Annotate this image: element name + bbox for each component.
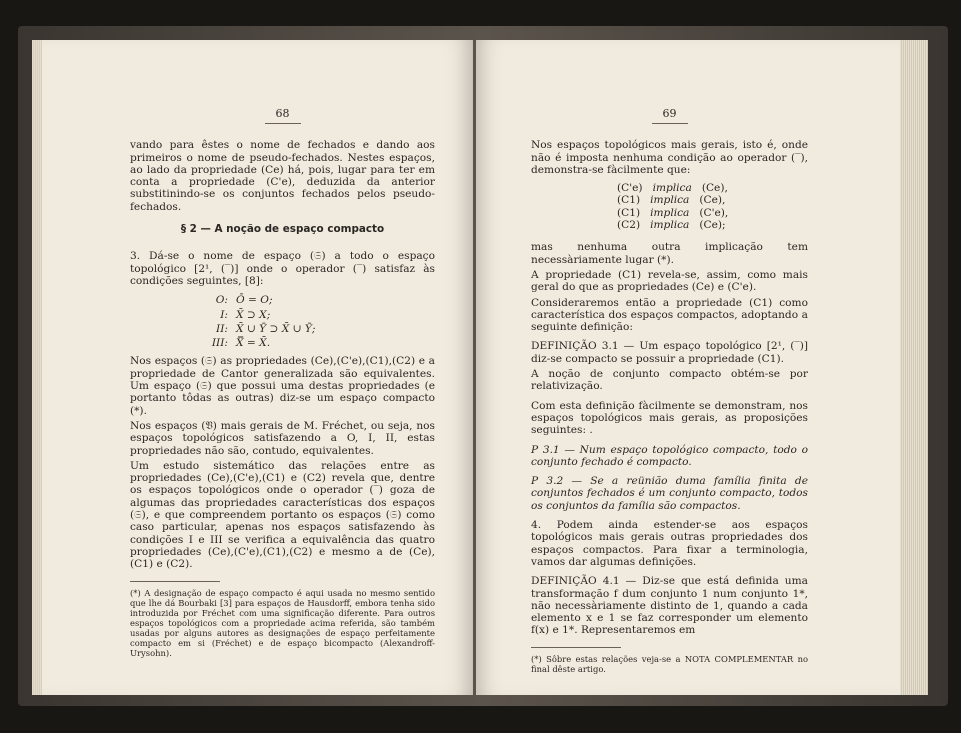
page-number-right: 69 bbox=[662, 107, 677, 120]
footnote: (*) A designação de espaço compacto é aqui usada no mesmo sentido que lhe dá Bourbaki [3] para espaços de Hausdorff, embora tenha sido introduzida por Fréchet com uma significação diferente. Para outros espaços topológicos com a propriedade acima referida, são também usadas por alguns autores as designações de espaço perfeitamente compacto em si (Fréchet) e de espaço bicompacto (Alexandroff-Urysohn). bbox=[130, 587, 435, 658]
formula: II: X̄ ∪ Ȳ ⊃ X̄ ∪ Ȳ; bbox=[216, 322, 316, 335]
implication: (C'e) implica (Ce), bbox=[617, 182, 728, 195]
paragraph: Nos espaços topológicos mais gerais, isto é, onde não é imposta nenhuma condição ao operador (‾), demonstra-se fàcilmente que: bbox=[531, 139, 808, 176]
left-page-edges bbox=[32, 40, 42, 695]
paragraph: 3. Dá-se o nome de espaço (𝔖) a todo o espaço topológico [2¹, (‾)] onde o operador (‾) satisfaz às condições seguintes, [8]: bbox=[130, 250, 435, 287]
paragraph: 4. Podem ainda estender-se aos espaços topológicos mais gerais outras propriedades dos espaços compactos. Para fixar a terminologia, vamos dar algumas definições. bbox=[531, 519, 808, 568]
paragraph: A propriedade (C1) revela-se, assim, como mais geral do que as propriedades (Ce) e (C'e). bbox=[531, 268, 808, 294]
paragraph: A noção de conjunto compacto obtém-se por relativização. bbox=[531, 368, 808, 393]
section-heading: § 2 — A noção de espaço compacto bbox=[180, 223, 385, 236]
footnote-rule bbox=[531, 647, 621, 648]
implication: (C1) implica (Ce), bbox=[617, 194, 726, 207]
definition: DEFINIÇÃO 3.1 — Um espaço topológico [2¹, (‾)] diz-se compacto se possuir a propriedade (C1). bbox=[531, 340, 808, 365]
formula-list bbox=[130, 294, 435, 349]
formula: I: X̄ ⊃ X; bbox=[220, 308, 271, 321]
formula: O: Ō = O; bbox=[215, 294, 273, 307]
paragraph: Com esta definição fàcilmente se demonstram, nos espaços topológicos mais gerais, as proposições seguintes: . bbox=[531, 399, 808, 437]
right-page-edges bbox=[900, 40, 928, 695]
paragraph: Nos espaços (𝔙) mais gerais de M. Fréchet, ou seja, nos espaços topológicos satisfazendo a O, I, II, estas propriedades não são, contudo, equivalentes. bbox=[130, 419, 435, 457]
proposition: P 3.2 — Se a reünião duma família finita de conjuntos fechados é um conjunto compacto, todos os conjuntos da família são compactos. bbox=[531, 475, 808, 512]
page-number-rule bbox=[265, 123, 301, 124]
page-number-left: 68 bbox=[275, 107, 290, 120]
footnote-rule bbox=[130, 581, 220, 582]
paragraph: Um estudo sistemático das relações entre as propriedades (Ce),(C'e),(C1) e (C2) revela que, dentre os espaços topológicos onde o operador (‾) goza de algumas das propriedades características dos espaços (𝔖), e que compreendem portanto os espaços (𝔖) como caso particular, apenas nos espaços satisfazendo às condições I e III se verifica a equivalência das quatro propriedades (Ce),(C'e),(C1),(C2) e mesmo a de (Ce), (C1) e (C2). bbox=[130, 459, 435, 571]
page-number-rule bbox=[652, 123, 688, 124]
right-page-text bbox=[531, 108, 808, 674]
paragraph: vando para êstes o nome de fechados e dando aos primeiros o nome de pseudo-fechados. Nestes espaços, ao lado da propriedade (Ce) há, pois, lugar para ter em conta a propriedade (C'e), deduzida da anterior substitinindo-se os conjuntos fechados pelos pseudo-fechados. bbox=[130, 139, 435, 213]
paragraph: Nos espaços (𝔖) as propriedades (Ce),(C'e),(C1),(C2) e a propriedade de Cantor generalizada são equivalentes. Um espaço (𝔖) que possui uma destas propriedades (e portanto tôdas as outras) diz-se um espaço compacto (*). bbox=[130, 355, 435, 417]
implication-list bbox=[617, 182, 808, 231]
footnote: (*) Sôbre estas relações veja-se a NOTA COMPLEMENTAR no final dêste artigo. bbox=[531, 653, 808, 674]
left-page-text bbox=[130, 108, 435, 658]
implication: (C1) implica (C'e), bbox=[617, 206, 729, 219]
implication: (C2) implica (Ce); bbox=[617, 219, 726, 232]
paragraph: Consideraremos então a propriedade (C1) como característica dos espaços compactos, adoptando a seguinte definição: bbox=[531, 296, 808, 334]
proposition: P 3.1 — Num espaço topológico compacto, todo o conjunto fechado é compacto. bbox=[531, 443, 808, 468]
definition: DEFINIÇÃO 4.1 — Diz-se que está definida uma transformação f dum conjunto 1 num conjunto 1*, não necessàriamente distinto de 1, quando a cada elemento x e 1 se faz corresponder um elemento f(x) e 1*. Representaremos em bbox=[531, 575, 808, 637]
formula: III: X̿ = X̄. bbox=[211, 337, 271, 350]
paragraph: mas nenhuma outra implicação tem necessàriamente lugar (*). bbox=[531, 241, 808, 266]
